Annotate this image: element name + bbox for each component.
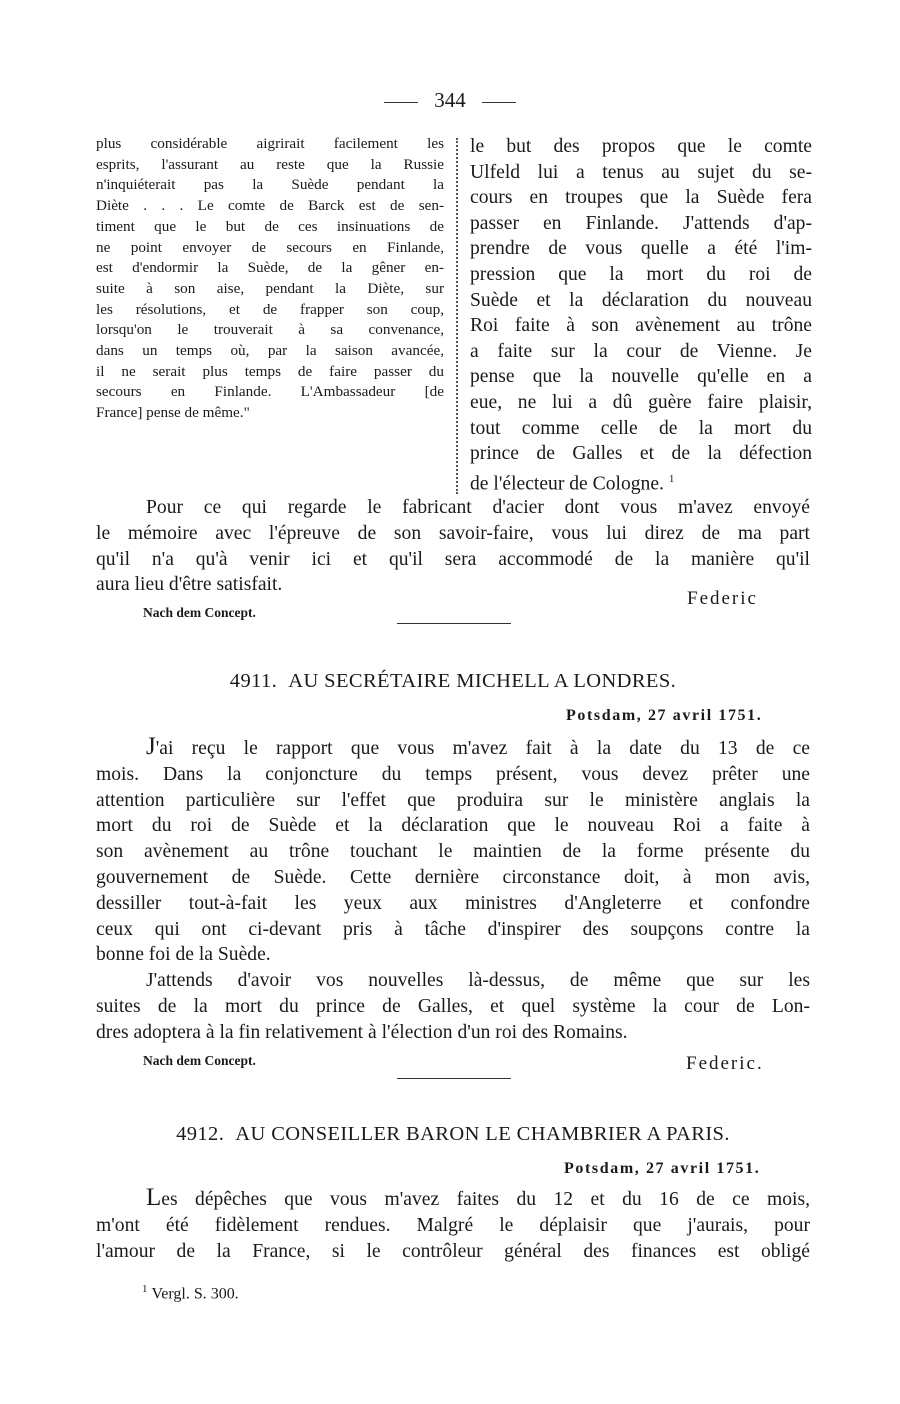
section-divider-rule bbox=[397, 623, 511, 624]
initial-letter: L bbox=[146, 1184, 162, 1211]
paragraph-line bbox=[96, 1185, 810, 1213]
paragraph-line: qu'il n'a qu'à venir ici et qu'il sera accommodé de la manière qu'il bbox=[96, 548, 810, 570]
paragraph-line: secours en Finlande. L'Ambassadeur [de bbox=[96, 383, 444, 401]
paragraph-line bbox=[470, 467, 812, 497]
letter-title: AU SECRÉTAIRE MICHELL A LONDRES. bbox=[288, 670, 677, 692]
paragraph-line: passer en Finlande. J'attends d'ap- bbox=[470, 212, 812, 234]
paragraph-line: a faite sur la cour de Vienne. Je bbox=[470, 340, 812, 362]
paragraph-line: dres adoptera à la fin relativement à l'élection d'un roi des Romains. bbox=[96, 1021, 628, 1043]
first-line-text: 'ai reçu le rapport que vous m'avez fait à la date du 13 de ce bbox=[155, 738, 810, 759]
paragraph-line: gouvernement de Suède. Cette dernière circonstance doit, à mon avis, bbox=[96, 866, 810, 888]
paragraph-line: les résolutions, et de frapper son coup, bbox=[96, 300, 444, 318]
paragraph-line: Roi faite à son avènement au trône bbox=[470, 315, 812, 337]
letter-number: 4912. bbox=[176, 1123, 225, 1145]
letter2-signature: Federic. bbox=[686, 1053, 764, 1074]
paragraph-line: Pour ce qui regarde le fabricant d'acier dont vous m'avez envoyé bbox=[146, 497, 810, 518]
paragraph-line: mort du roi de Suède et la déclaration que le nouveau Roi a faite à bbox=[96, 815, 810, 837]
letter1-signature: Federic bbox=[687, 588, 758, 609]
paragraph-line: dans un temps où, par la saison avancée, bbox=[96, 342, 444, 360]
column-divider bbox=[456, 138, 458, 494]
paragraph-line: timent que le but de ces insinuations de bbox=[96, 217, 444, 235]
paragraph-line: Suède et la déclaration du nouveau bbox=[470, 289, 812, 311]
right-column-letter-text bbox=[470, 134, 812, 497]
section-divider-rule bbox=[397, 1078, 511, 1079]
paragraph-line: bonne foi de la Suède. bbox=[96, 944, 271, 966]
letter-heading-4911 bbox=[96, 670, 810, 693]
paragraph-line: France] pense de même." bbox=[96, 404, 250, 422]
paragraph-line: eue, ne lui a dû guère faire plaisir, bbox=[470, 391, 812, 413]
page-header bbox=[0, 88, 900, 113]
paragraph-line: cours en troupes que la Suède fera bbox=[470, 187, 812, 209]
paragraph-line: suite à son aise, pendant la Diète, sur bbox=[96, 279, 444, 297]
paragraph-line: dessiller tout-à-fait les yeux aux ministres d'Angleterre et confondre bbox=[96, 892, 810, 914]
letter-heading-4912 bbox=[96, 1123, 810, 1146]
paragraph-line: J'attends d'avoir vos nouvelles là-dessus, de même que sur les bbox=[146, 970, 810, 992]
letter-title: AU CONSEILLER BARON LE CHAMBRIER A PARIS. bbox=[235, 1123, 730, 1145]
paragraph-line: est d'endormir la Suède, de la gêner en- bbox=[96, 259, 444, 277]
paragraph-line: pense que la nouvelle qu'elle en a bbox=[470, 366, 812, 388]
paragraph-line: n'inquiéterait pas la Suède pendant la bbox=[96, 176, 444, 194]
line-text: de l'électeur de Cologne. bbox=[470, 473, 664, 495]
paragraph-line: l'amour de la France, si le contrôleur général des finances est obligé bbox=[96, 1240, 810, 1262]
header-dash-left bbox=[384, 102, 418, 103]
footnote-mark: 1 bbox=[142, 1283, 148, 1295]
left-column-quotation bbox=[96, 134, 444, 424]
paragraph-line: tout comme celle de la mort du bbox=[470, 417, 812, 439]
paragraph-line: prendre de vous quelle a été l'im- bbox=[470, 238, 812, 260]
paragraph-line: m'ont été fidèlement rendues. Malgré le déplaisir que j'aurais, pour bbox=[96, 1214, 810, 1236]
letter1-source-note: Nach dem Concept. bbox=[143, 605, 256, 620]
letter-4912-body bbox=[96, 1185, 810, 1264]
letter-4911-body bbox=[96, 734, 810, 1046]
paragraph-line: le but des propos que le comte bbox=[470, 136, 812, 157]
header-dash-right bbox=[482, 102, 516, 103]
paragraph-line: mois. Dans la conjoncture du temps présent, vous devez prêter une bbox=[96, 763, 810, 785]
initial-letter: J bbox=[146, 733, 156, 760]
paragraph-line: ceux qui ont ci-devant pris à tâche d'inspirer des soupçons contre la bbox=[96, 918, 810, 940]
paragraph-line bbox=[96, 734, 810, 762]
paragraph-line: Ulfeld lui a tenus au sujet du se- bbox=[470, 161, 812, 183]
paragraph-line: attention particulière sur l'effet que produira sur le ministère anglais la bbox=[96, 789, 810, 811]
first-line-text: es dépêches que vous m'avez faites du 12 et du 16 de ce mois, bbox=[161, 1189, 810, 1210]
paragraph-line: plus considérable aigrirait facilement les bbox=[96, 135, 444, 152]
paragraph-line: ne point envoyer de secours en Finlande, bbox=[96, 238, 444, 256]
paragraph-line: aura lieu d'être satisfait. bbox=[96, 574, 283, 596]
paragraph-line: pression que la mort du roi de bbox=[470, 263, 812, 285]
paragraph-line: son avènement au trône touchant le maintien de la forme présente du bbox=[96, 841, 810, 863]
page-number: 344 bbox=[434, 88, 466, 112]
letter-dateline: Potsdam, 27 avril 1751. bbox=[566, 707, 763, 724]
paragraph-line: prince de Galles et de la défection bbox=[470, 443, 812, 465]
footnote-text: Vergl. S. 300. bbox=[151, 1285, 239, 1303]
footnote bbox=[142, 1283, 239, 1303]
letter-dateline: Potsdam, 27 avril 1751. bbox=[564, 1160, 761, 1177]
paragraph-line: le mémoire avec l'épreuve de son savoir-faire, vous lui direz de ma part bbox=[96, 522, 810, 544]
footnote-reference-mark: 1 bbox=[668, 472, 675, 485]
letter1-closing-paragraph bbox=[96, 495, 810, 598]
paragraph-line: esprits, l'assurant au reste que la Russie bbox=[96, 155, 444, 173]
letter2-source-note: Nach dem Concept. bbox=[143, 1053, 256, 1068]
paragraph-line: lorsqu'on le trouverait à sa convenance, bbox=[96, 321, 444, 339]
paragraph-line: suites de la mort du prince de Galles, et quel système la cour de Lon- bbox=[96, 995, 810, 1017]
paragraph-line: Diète . . . Le comte de Barck est de sen- bbox=[96, 197, 444, 215]
letter-number: 4911. bbox=[229, 670, 278, 692]
paragraph-line: il ne serait plus temps de faire passer du bbox=[96, 362, 444, 380]
